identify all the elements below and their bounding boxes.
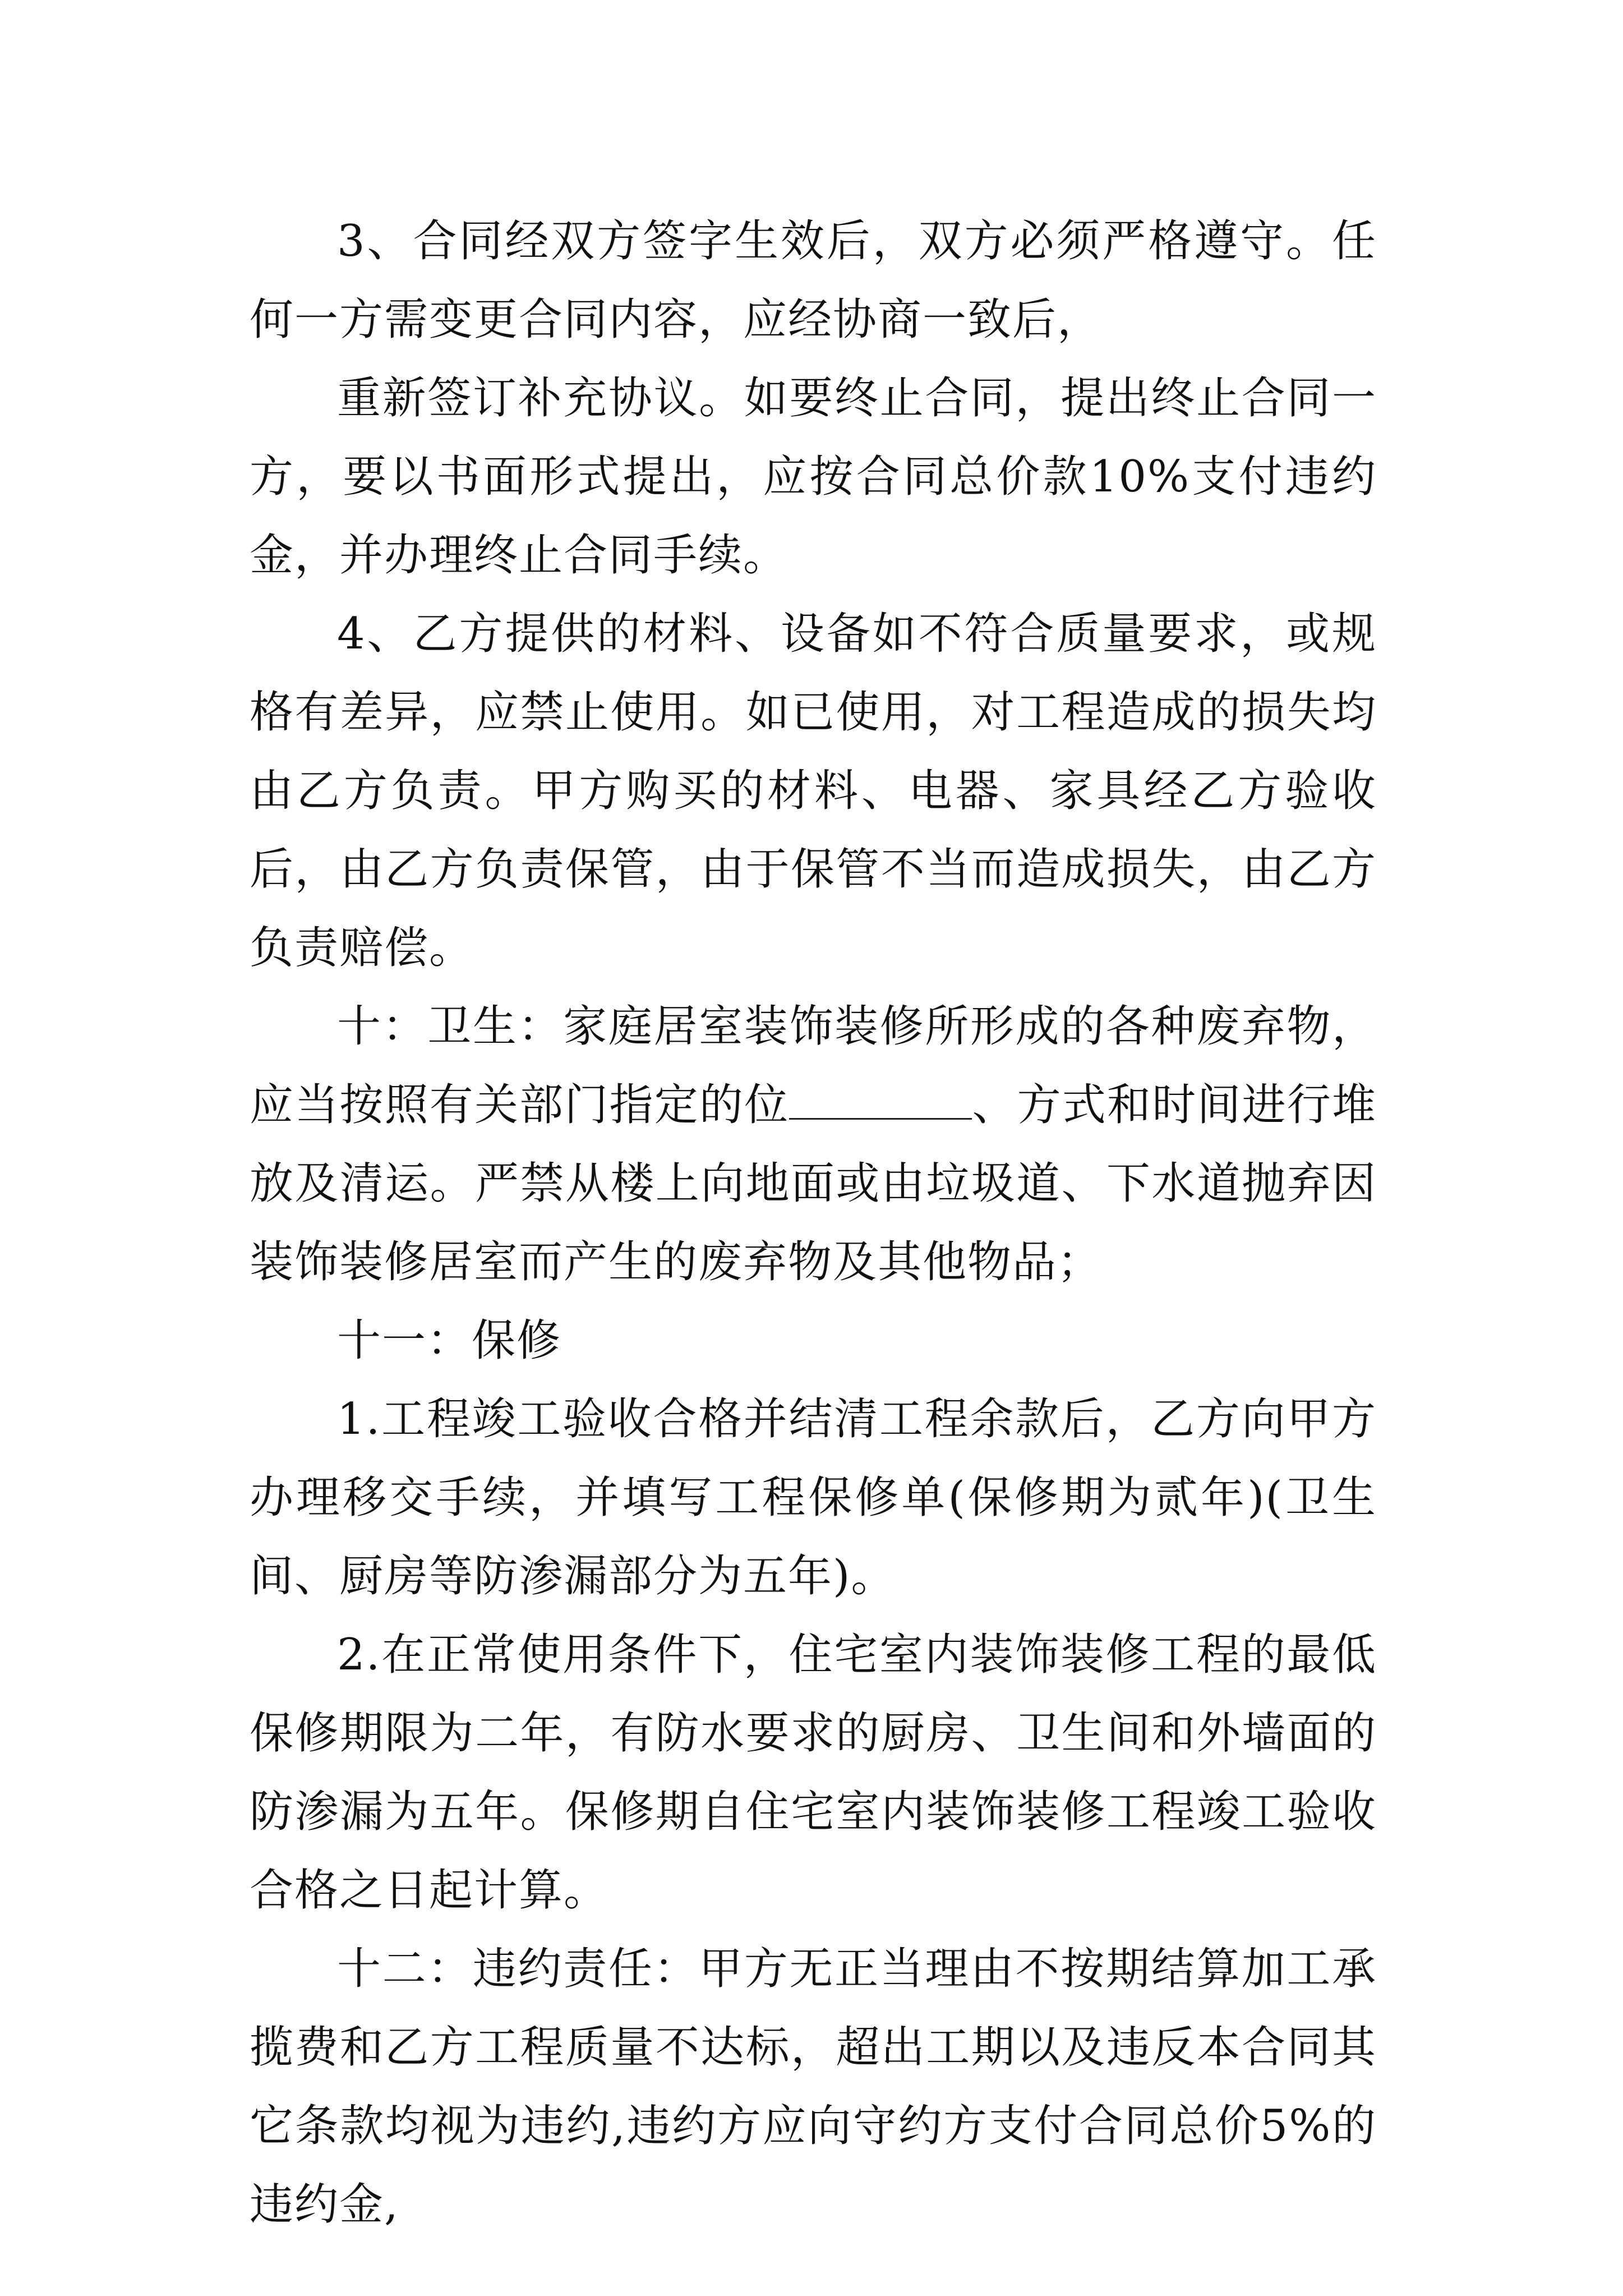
paragraph-warranty-2: 2.在正常使用条件下，住宅室内装饰装修工程的最低保修期限为二年，有防水要求的厨房、卫生间和外墙面的防渗漏为五年。保修期自住宅室内装饰装修工程竣工验收合格之日起计算。: [250, 1630, 1377, 1916]
fill-in-blank-line: [789, 1072, 972, 1120]
paragraph-clause-3: 3、合同经双方签字生效后，双方必须严格遵守。任何一方需变更合同内容，应经协商一致后，: [250, 216, 1377, 345]
paragraph-warranty-1: 1.工程竣工验收合格并结清工程余款后，乙方向甲方办理移交手续，并填写工程保修单(保修期为贰年)(卫生间、厨房等防渗漏部分为五年)。: [250, 1394, 1377, 1602]
paragraph-clause-4: 4、乙方提供的材料、设备如不符合质量要求，或规格有差异，应禁止使用。如已使用，对工程造成的损失均由乙方负责。甲方购买的材料、电器、家具经乙方验收后，由乙方负责保管，由于保管不当而造成损失，由乙方负责赔偿。: [250, 609, 1377, 973]
paragraph-section-10-hygiene: [250, 987, 1377, 1301]
paragraph-section-12-liability: 十二：违约责任：甲方无正当理由不按期结算加工承揽费和乙方工程质量不达标，超出工期以及违反本合同其它条款均视为违约,违约方应向守约方支付合同总价5%的违约金,: [250, 1944, 1377, 2230]
hygiene-text-start: 十：卫生：家庭居室装饰装修所形成的各种废弃物，应当按照有关部门指定的位: [250, 1001, 1377, 1130]
hygiene-text-end: 、方式和时间进行堆放及清运。严禁从楼上向地面或由垃圾道、下水道抛弃因装饰装修居室而产生的废弃物及其他物品；: [250, 1080, 1377, 1287]
heading-section-11-warranty: 十一：保修: [337, 1315, 562, 1366]
paragraph-supplement-agreement: 重新签订补充协议。如要终止合同，提出终止合同一方，要以书面形式提出，应按合同总价款10%支付违约金，并办理终止合同手续。: [250, 373, 1377, 581]
document-body: [250, 202, 1377, 2244]
